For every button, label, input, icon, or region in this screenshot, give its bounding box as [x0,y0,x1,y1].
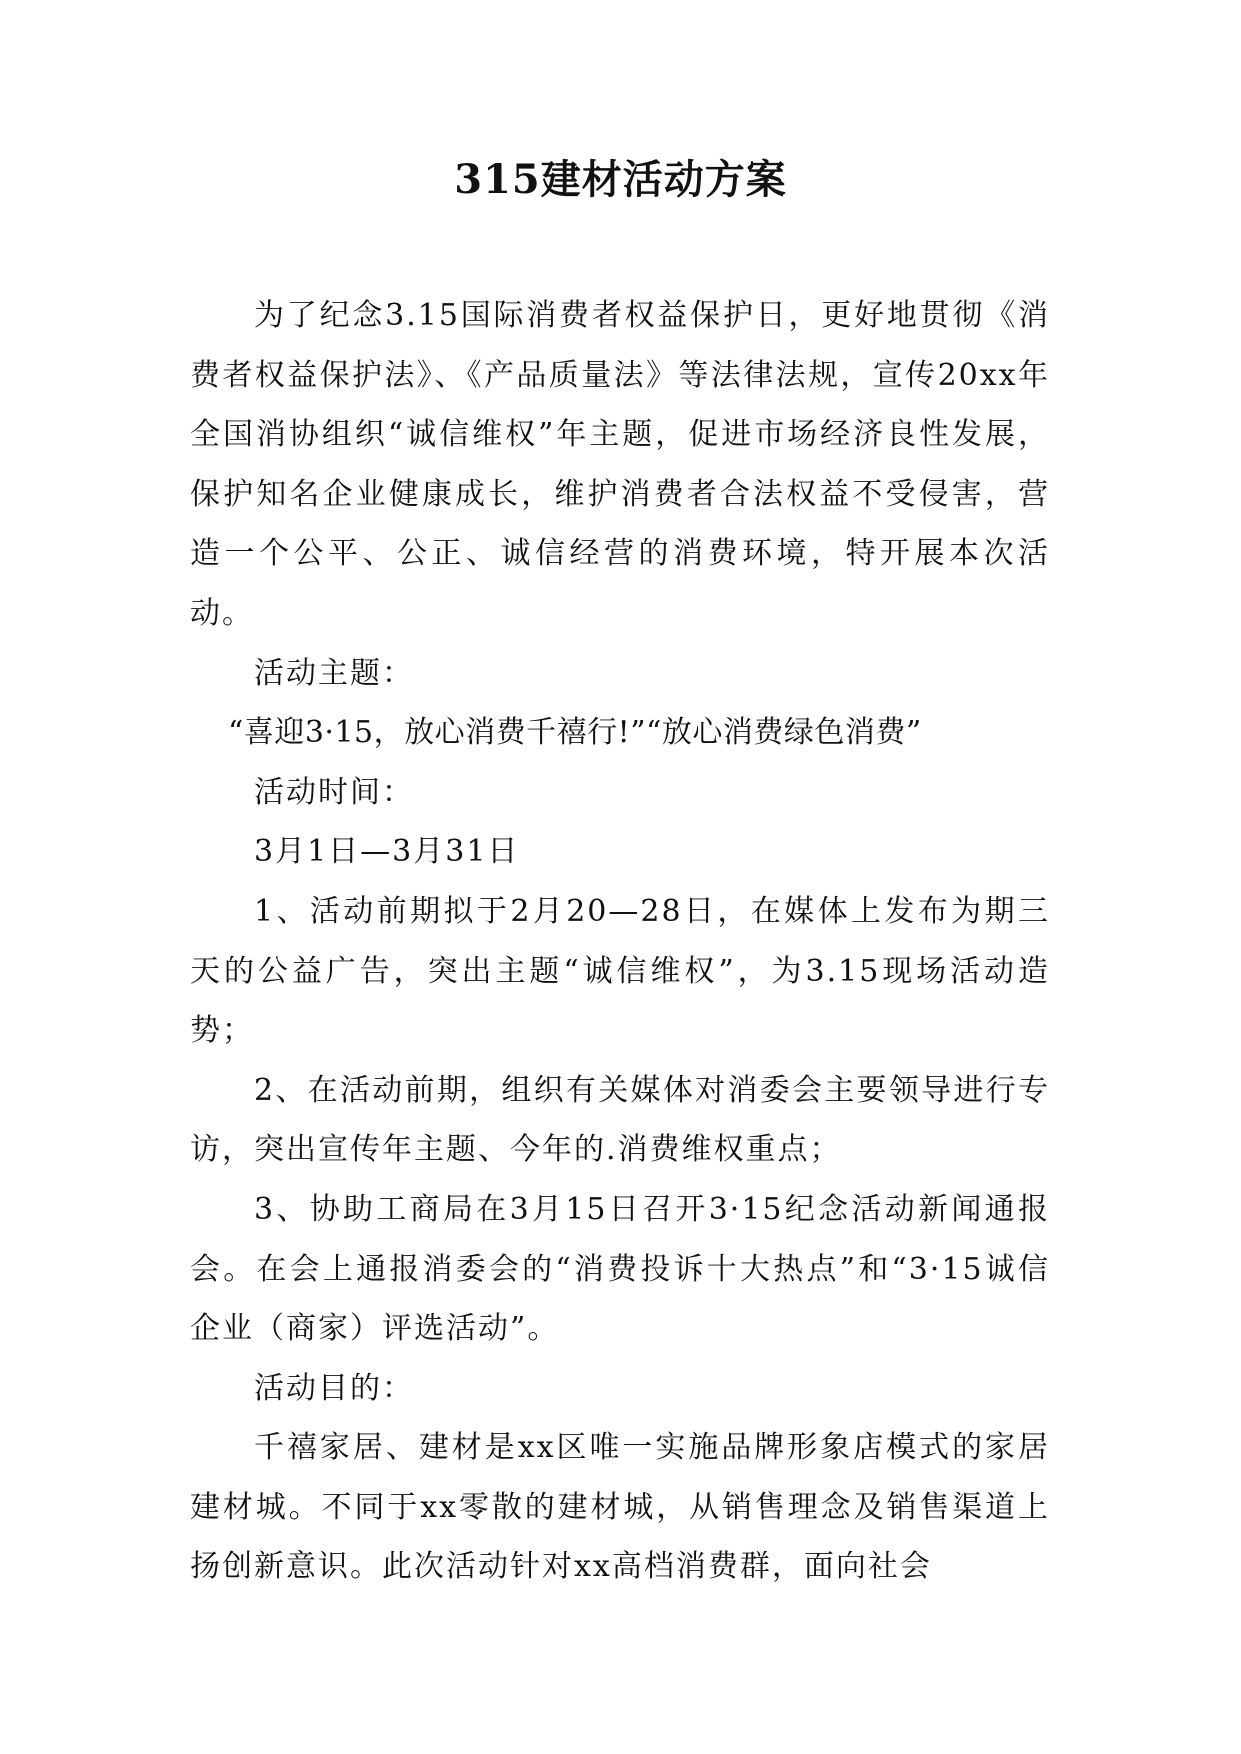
paragraph-intro: 为了纪念3.15国际消费者权益保护日，更好地贯彻《消费者权益保护法》、《产品质量法》等法律法规，宣传20xx年全国消协组织“诚信维权”年主题，促进市场经济良性发展，保护知名企业健康成长，维护消费者合法权益不受侵害，营造一个公平、公正、诚信经营的消费环境，特开展本次活动。 [190,298,1050,631]
paragraph-item-1: 1、活动前期拟于2月20—28日，在媒体上发布为期三天的公益广告，突出主题“诚信维权”，为3.15现场活动造势； [190,893,1050,1049]
paragraph-purpose-heading: 活动目的： [254,1370,414,1406]
paragraph-item-2: 2、在活动前期，组织有关媒体对消委会主要领导进行专访，突出宣传年主题、今年的.消费维权重点； [190,1072,1050,1168]
paragraph-time-heading: 活动时间： [254,774,414,810]
paragraph-purpose: 千禧家居、建材是xx区唯一实施品牌形象店模式的家居建材城。不同于xx零散的建材城，从销售理念及销售渠道上扬创新意识。此次活动针对xx高档消费群，面向社会 [190,1430,1050,1585]
paragraph-theme-heading: 活动主题： [254,655,414,691]
paragraph-time: 3月1日—3月31日 [254,834,520,870]
paragraph-item-3: 3、协助工商局在3月15日召开3·15纪念活动新闻通报会。在会上通报消委会的“消费投诉十大热点”和“3·15诚信企业（商家）评选活动”。 [190,1191,1050,1347]
document-title: 315建材活动方案 [454,156,787,203]
document-body [190,286,1050,1597]
paragraph-theme: “喜迎3·15，放心消费千禧行!”“放心消费绿色消费” [228,715,922,751]
